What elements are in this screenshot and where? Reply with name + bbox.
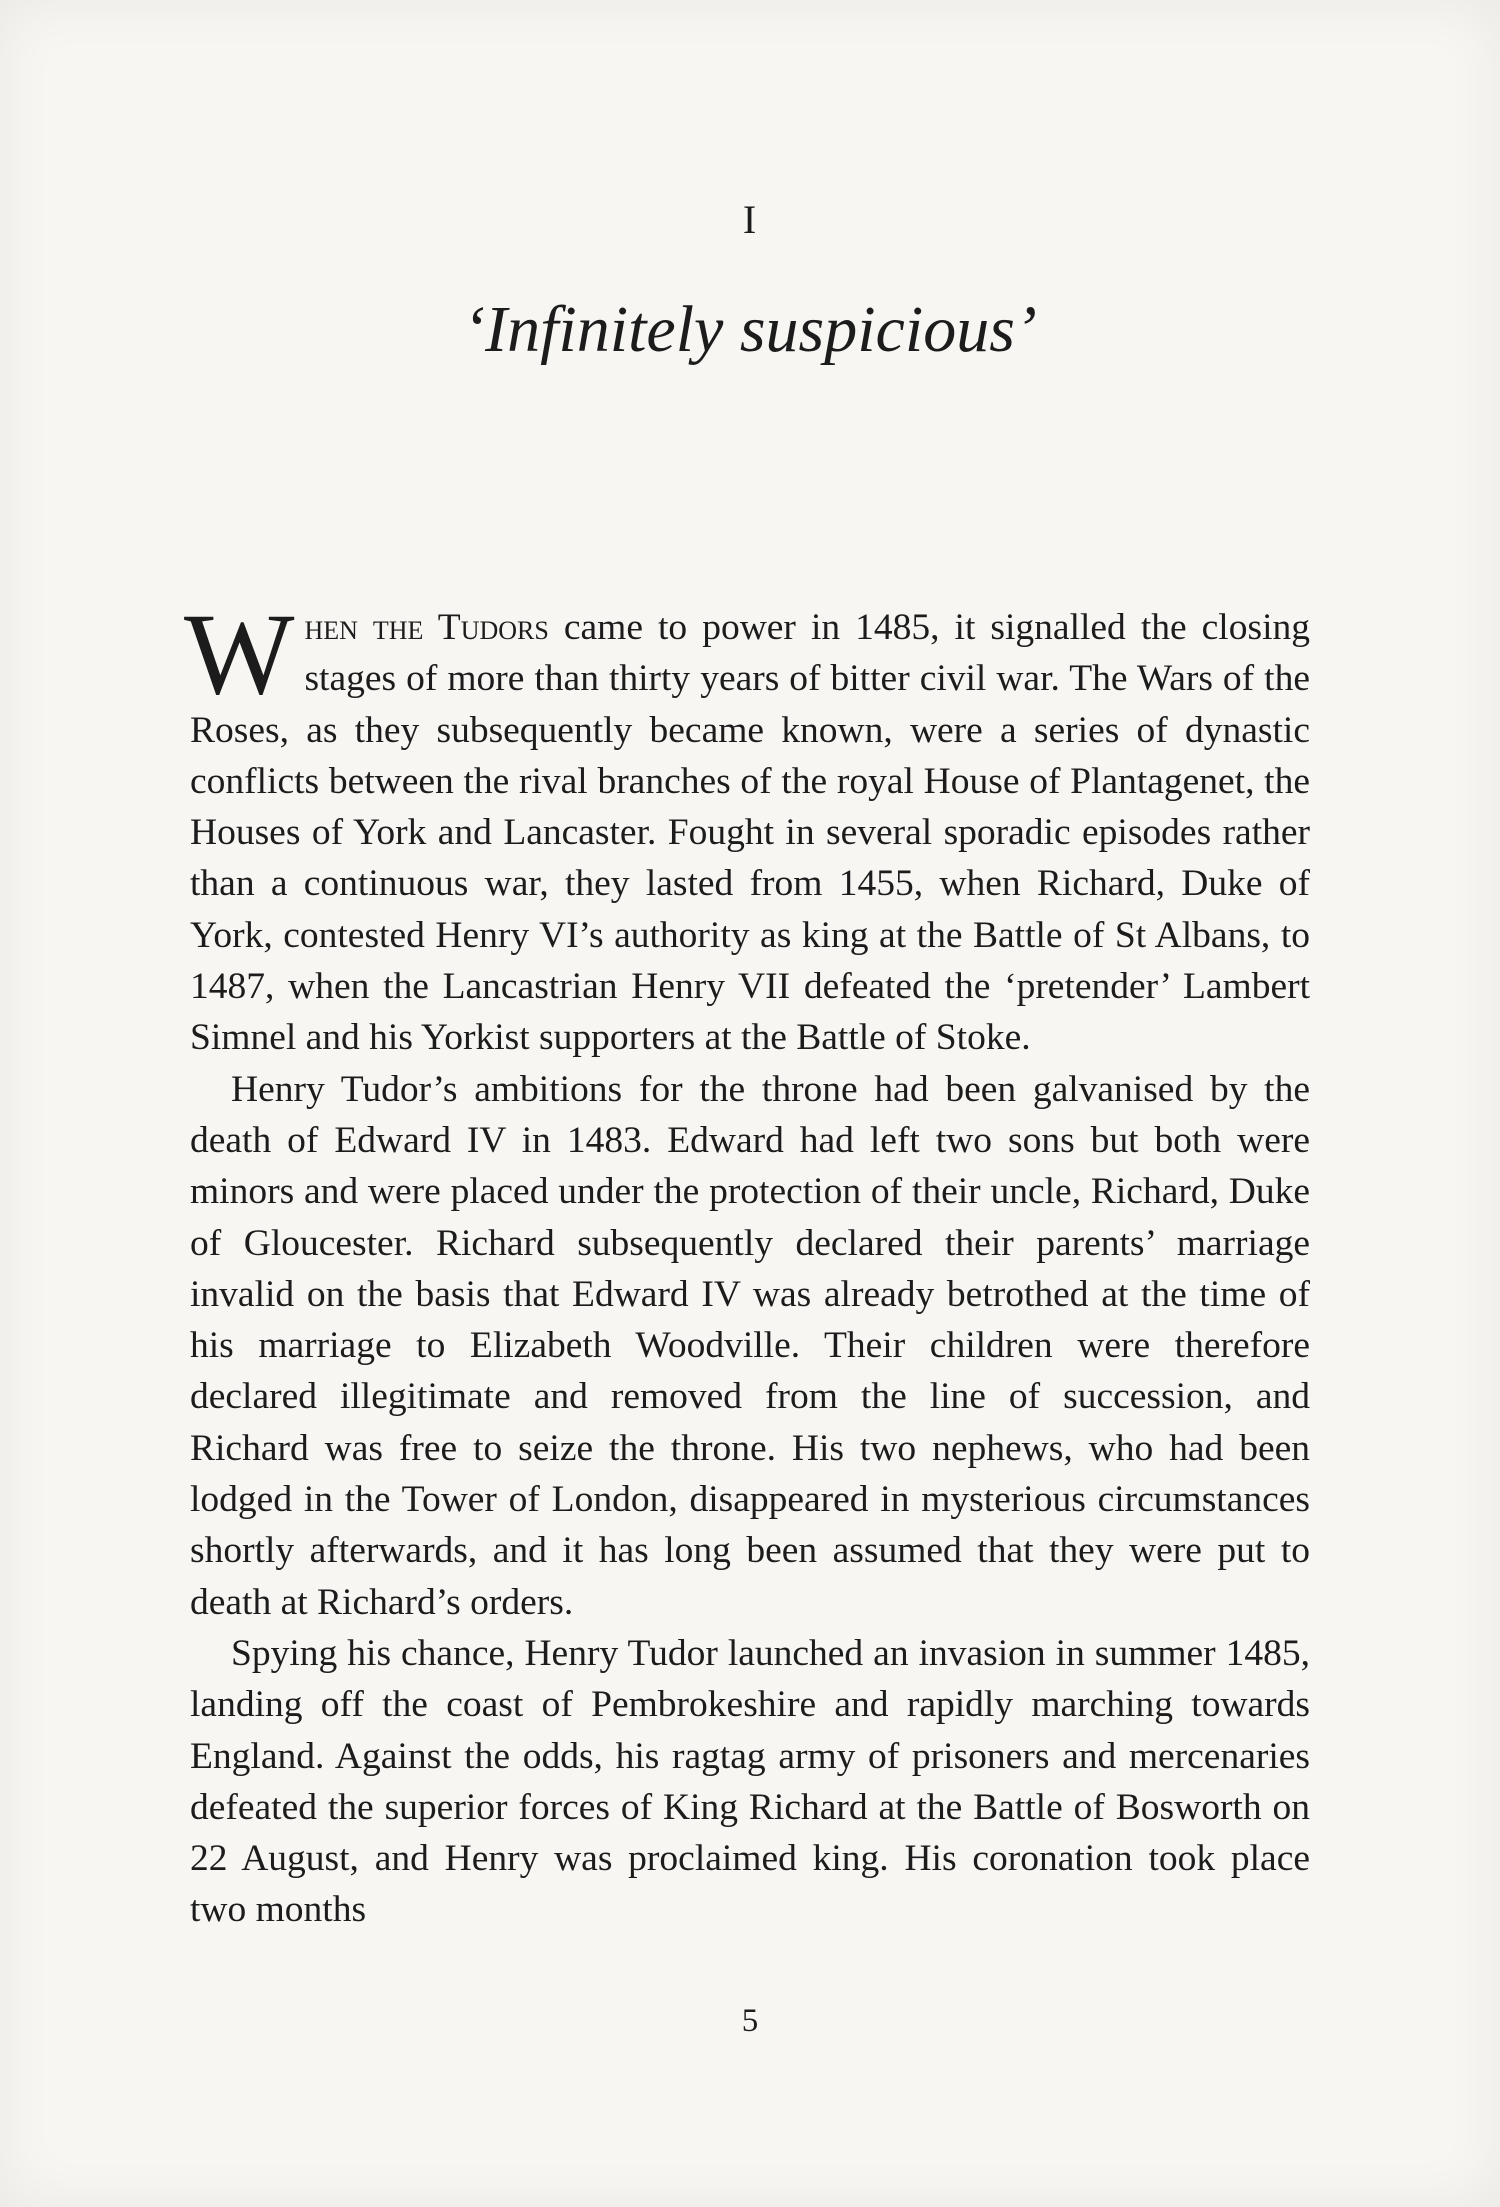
page-number: 5: [741, 2003, 759, 2039]
body-text: [184, 590, 1310, 1936]
chapter-number: I: [742, 197, 758, 242]
paragraph-2: Henry Tudor’s ambitions for the throne had been galvanised by the death of Edward IV in 1483. Edward had left two sons but both were minors and were placed under the protection of their uncle, Richard, Duke of Gloucester. Richard subsequently declared their parents’ marriage invalid on the basis that Edward IV was already betrothed at the time of his marriage to Elizabeth Woodville. Their children were therefore declared illegitimate and removed from the line of succession, and Richard was free to seize the throne. His two nephews, who had been lodged in the Tower of London, disappeared in mysterious circumstances shortly afterwards, and it has long been assumed that they were put to death at Richard’s orders.: [190, 1068, 1310, 1623]
paragraph-1-text: came to power in 1485, it signalled the closing stages of more than thirty years of bitter civil war. The Wars of the Roses, as they subsequently became known, were a series of dynastic conflicts between the rival branches of the royal House of Plantagenet, the Houses of York and Lancaster. Fought in several sporadic episodes rather than a continuous war, they lasted from 1455, when Richard, Duke of York, contested Henry VI’s authority as king at the Battle of St Albans, to 1487, when the Lancastrian Henry VII defeated the ‘pretender’ Lambert Simnel and his Yorkist supporters at the Battle of Stoke.: [190, 607, 1310, 1059]
drop-cap: W: [184, 590, 295, 719]
chapter-title: ‘Infinitely suspicious’: [463, 293, 1037, 366]
lead-in-small-caps: hen the Tudors: [304, 607, 549, 648]
paragraph-1: [184, 590, 1310, 1064]
paragraph-3: Spying his chance, Henry Tudor launched an invasion in summer 1485, landing off the coast of Pembrokeshire and rapidly marching towards England. Against the odds, his ragtag army of prisoners and mercenaries defeated the superior forces of King Richard at the Battle of Bosworth on 22 August, and Henry was proclaimed king. His coronation took place two months: [190, 1632, 1310, 1931]
